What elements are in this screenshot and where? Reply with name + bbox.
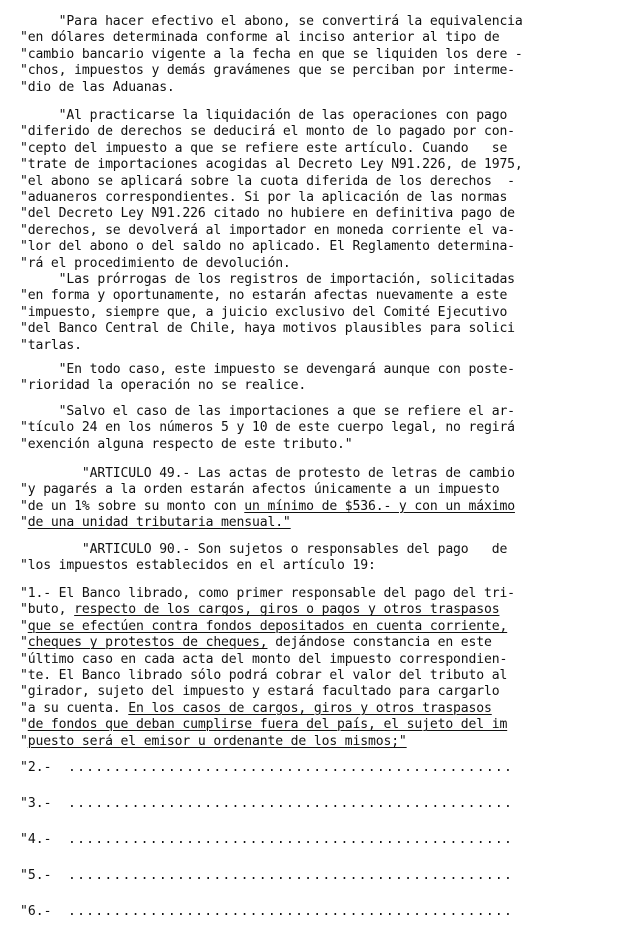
text-span: dejándose constancia en este (267, 635, 492, 651)
text-line (20, 619, 620, 635)
list-item-number: "2.- (20, 760, 52, 775)
list-item (20, 786, 620, 822)
text-line: "Para hacer efectivo el abono, se convertirá la equivalencia (20, 14, 523, 29)
text-line (20, 734, 620, 750)
text-line: "rioridad la operación no se realice. (20, 378, 307, 394)
text-line: "diferido de derechos se deducirá el monto de lo pagado por con- (20, 124, 515, 140)
text-line: "los impuestos establecidos en el artículo 19: (20, 558, 376, 574)
dotted-leader: ................................................. (68, 904, 514, 919)
text-span: " (20, 733, 28, 749)
text-line: "te. El Banco librado sólo podrá cobrar el valor del tributo al (20, 667, 508, 683)
text-line: "girador, sujeto del impuesto y estará facultado para cargarlo (20, 684, 500, 700)
paragraph-devengo (20, 362, 620, 395)
text-line (20, 701, 620, 717)
text-line: "dio de las Aduanas. (20, 79, 175, 95)
text-line (20, 515, 620, 531)
dotted-leader: ................................................. (68, 832, 514, 847)
text-line: "y pagarés a la orden estarán afectos únicamente a un impuesto (20, 482, 500, 498)
text-line: "último caso en cada acta del monto del impuesto correspondien- (20, 651, 508, 667)
text-line: "Las prórrogas de los registros de importación, solicitadas (20, 272, 515, 287)
text-line: "en dólares determinada conforme al inciso anterior al tipo de (20, 30, 500, 46)
text-line: "cambio bancario vigente a la fecha en que se liquiden los dere - (20, 46, 523, 62)
text-span: "de un 1% sobre su monto con (20, 498, 245, 514)
text-line: "derechos, se devolverá al importador en moneda corriente el va- (20, 222, 515, 238)
text-line: "En todo caso, este impuesto se devengará aunque con poste- (20, 362, 515, 377)
text-line: "del Decreto Ley N91.226 citado no hubiere en definitiva pago de (20, 206, 515, 222)
underlined-text: de una unidad tributaria mensual." (27, 515, 291, 531)
list-item (20, 894, 620, 930)
elided-items-list (20, 750, 620, 930)
underlined-text: que se efectúen contra fondos depositados en cuenta corriente, (27, 618, 508, 634)
text-span: " (20, 635, 28, 651)
text-line: "tarlas. (20, 337, 82, 353)
underlined-text: un mínimo de $536.- y con un máximo (244, 498, 515, 514)
list-item-number: "5.- (20, 868, 52, 883)
paragraph-prorrogas (20, 272, 620, 354)
text-line: "Salvo el caso de las importaciones a que se refiere el ar- (20, 404, 515, 419)
text-line: "trate de importaciones acogidas al Decreto Ley N91.226, de 1975, (20, 157, 523, 173)
text-span: " (20, 618, 28, 634)
text-line: "Al practicarse la liquidación de las operaciones con pago (20, 108, 508, 123)
text-line: "rá el procedimiento de devolución. (20, 255, 291, 271)
underlined-text: de fondos que deban cumplirse fuera del país, el sujeto del im (27, 717, 508, 733)
dotted-leader: ................................................. (68, 760, 514, 775)
underlined-text: puesto será el emisor u ordenante de los mismos;" (27, 733, 407, 749)
list-item (20, 858, 620, 894)
paragraph-abono-conversion (20, 14, 620, 96)
text-line: "del Banco Central de Chile, haya motivos plausibles para solici (20, 321, 515, 337)
paragraph-exencion (20, 404, 620, 453)
text-line: "el abono se aplicará sobre la cuota diferida de los derechos - (20, 173, 515, 189)
list-item-number: "4.- (20, 832, 52, 847)
dotted-leader: ................................................. (68, 868, 514, 883)
list-item-number: "3.- (20, 796, 52, 811)
text-span: "a su cuenta. (20, 700, 129, 716)
list-item-number: "6.- (20, 904, 52, 919)
text-line: "cepto del impuesto a que se refiere este artículo. Cuando se (20, 140, 508, 156)
paragraph-articulo-4 (20, 466, 620, 532)
text-line (20, 602, 620, 618)
underlined-text: En los casos de cargos, giros y otros traspasos (128, 700, 492, 716)
text-span: "buto, (20, 602, 75, 618)
paragraph-articulo-9 (20, 542, 620, 575)
text-line: "impuesto, siempre que, a juicio exclusivo del Comité Ejecutivo (20, 304, 508, 320)
text-line: "1.- El Banco librado, como primer responsable del pago del tri- (20, 586, 515, 601)
text-span: " (20, 515, 28, 531)
text-line (20, 717, 620, 733)
text-line: "ARTICULO 49.- Las actas de protesto de letras de cambio (20, 466, 515, 481)
list-item (20, 750, 620, 786)
text-line (20, 635, 620, 651)
text-line: "en forma y oportunamente, no estarán afectas nuevamente a este (20, 288, 508, 304)
text-line: "lor del abono o del saldo no aplicado. El Reglamento determina- (20, 239, 515, 255)
list-item (20, 822, 620, 858)
text-line: "ARTICULO 90.- Son sujetos o responsables del pago de (20, 542, 508, 557)
text-line (20, 499, 620, 515)
text-line: "aduaneros correspondientes. Si por la aplicación de las normas (20, 189, 508, 205)
dotted-leader: ................................................. (68, 796, 514, 811)
text-line: "exención alguna respecto de este tributo." (20, 436, 353, 452)
paragraph-liquidacion (20, 108, 620, 272)
text-line: "chos, impuestos y demás gravámenes que se perciban por interme- (20, 63, 515, 79)
underlined-text: cheques y protestos de cheques, (27, 635, 268, 651)
text-span: " (20, 717, 28, 733)
underlined-text: respecto de los cargos, giros o pagos y otros traspasos (74, 602, 500, 618)
paragraph-item-1 (20, 586, 620, 750)
text-line: "tículo 24 en los números 5 y 10 de este cuerpo legal, no regirá (20, 420, 515, 436)
